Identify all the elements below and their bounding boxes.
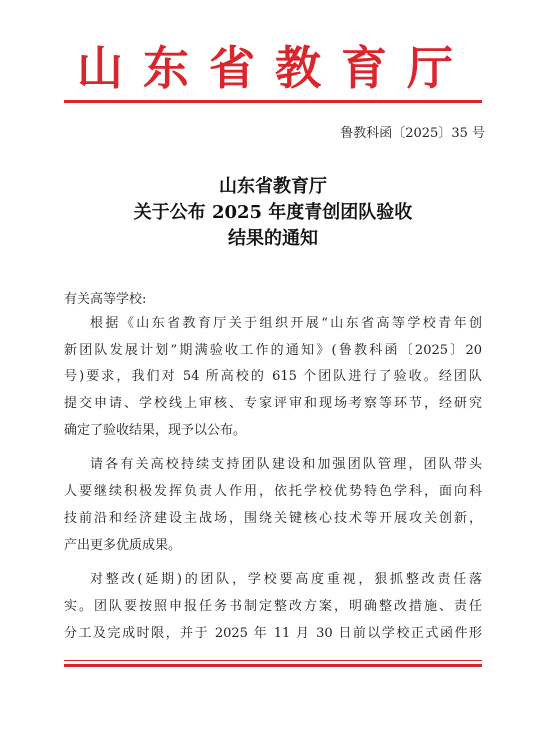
paragraph-1-line: 提交申请、学校线上审核、专家评审和现场考察等环节，经研究 (64, 396, 482, 411)
paragraph-1-line: 确定了验收结果，现予以公布。 (64, 423, 247, 438)
header-rule (64, 100, 482, 103)
paragraph-1-line: 新团队发展计划”期满验收工作的通知》(鲁教科函〔2025〕20 (64, 343, 482, 358)
document-title-line-1: 山东省教育厅 (219, 176, 327, 197)
paragraph-2-line: 产出更多优质成果。 (64, 538, 182, 553)
document-title-line-2: 关于公布 2025 年度青创团队验收 (133, 202, 413, 223)
salutation: 有关高等学校: (64, 292, 147, 307)
paragraph-3-line: 实。团队要按照申报任务书制定整改方案，明确整改措施、责任 (64, 599, 482, 614)
paragraph-1-line: 根据《山东省教育厅关于组织开展“山东省高等学校青年创 (90, 316, 482, 331)
paragraph-2-line: 人要继续积极发挥负责人作用，依托学校优势特色学科，面向科 (64, 484, 482, 499)
document-number: 鲁教科函〔2025〕35 号 (340, 126, 485, 141)
document-title-line-3: 结果的通知 (228, 228, 318, 249)
issuer-header: 山东省教育厅 (77, 41, 473, 95)
footer-rule-bottom (64, 664, 482, 667)
paragraph-1-line: 号)要求，我们对 54 所高校的 615 个团队进行了验收。经团队 (64, 369, 482, 384)
paragraph-3-line: 对整改(延期)的团队，学校要高度重视，狠抓整改责任落 (90, 572, 482, 587)
footer-rule-top (64, 660, 482, 661)
paragraph-2-line: 技前沿和经济建设主战场，围绕关键核心技术等开展攻关创新， (64, 511, 482, 526)
paragraph-2-line: 请各有关高校持续支持团队建设和加强团队管理，团队带头 (90, 457, 482, 472)
paragraph-3-line: 分工及完成时限，并于 2025 年 11 月 30 日前以学校正式函件形 (64, 626, 482, 641)
